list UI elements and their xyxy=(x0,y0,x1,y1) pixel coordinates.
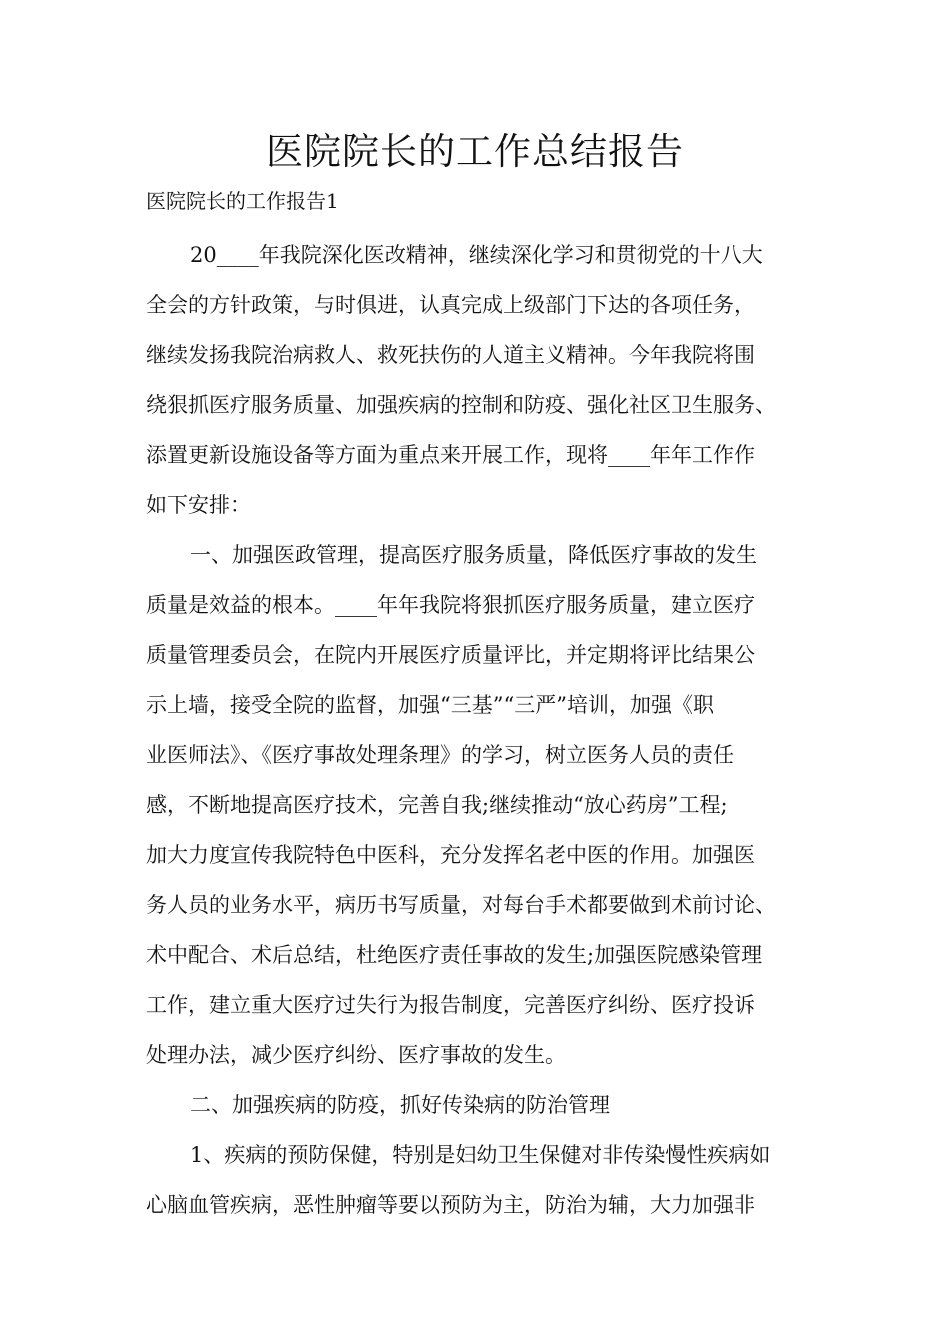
text-line: 务人员的业务水平，病历书写质量，对每台手术都要做到术前讨论、 xyxy=(146,893,776,917)
text-line: 如下安排： xyxy=(146,493,251,517)
section-heading-2: 二、加强疾病的防疫，抓好传染病的防治管理 xyxy=(190,1093,610,1117)
text-line: 业医师法》、《医疗事故处理条理》的学习，树立医务人员的责任 xyxy=(146,743,734,767)
text-line: 20____年我院深化医改精神，继续深化学习和贯彻党的十八大 xyxy=(190,243,763,267)
text-line: 示上墙，接受全院的监督，加强“三基”“三严”培训，加强《职 xyxy=(146,693,714,717)
text-line: 工作，建立重大医疗过失行为报告制度，完善医疗纠纷、医疗投诉 xyxy=(146,993,755,1017)
section-heading-1: 一、加强医政管理，提高医疗服务质量，降低医疗事故的发生 xyxy=(190,543,757,567)
text-line: 继续发扬我院治病救人、救死扶伤的人道主义精神。今年我院将围 xyxy=(146,343,755,367)
text-line: 处理办法，减少医疗纠纷、医疗事故的发生。 xyxy=(146,1043,566,1067)
text-line: 质量管理委员会，在院内开展医疗质量评比，并定期将评比结果公 xyxy=(146,643,755,667)
document-title: 医院院长的工作总结报告 xyxy=(266,130,684,173)
text-line: 感，不断地提高医疗技术，完善自我;继续推动“放心药房”工程; xyxy=(146,793,728,817)
text-line: 术中配合、术后总结，杜绝医疗责任事故的发生;加强医院感染管理 xyxy=(146,943,763,967)
text-line: 心脑血管疾病，恶性肿瘤等要以预防为主，防治为辅，大力加强非 xyxy=(146,1193,755,1217)
document-subtitle: 医院院长的工作报告1 xyxy=(146,189,339,213)
text-line: 绕狠抓医疗服务质量、加强疾病的控制和防疫、强化社区卫生服务、 xyxy=(146,393,776,417)
text-line: 全会的方针政策，与时俱进，认真完成上级部门下达的各项任务， xyxy=(146,293,755,317)
text-line: 质量是效益的根本。____年年我院将狠抓医疗服务质量，建立医疗 xyxy=(146,593,755,617)
text-line: 1、疾病的预防保健，特别是妇幼卫生保健对非传染慢性疾病如 xyxy=(190,1143,771,1167)
text-line: 加大力度宣传我院特色中医科，充分发挥名老中医的作用。加强医 xyxy=(146,843,755,867)
text-line: 添置更新设施设备等方面为重点来开展工作，现将____年年工作作 xyxy=(146,443,755,467)
document-body xyxy=(146,230,846,1230)
